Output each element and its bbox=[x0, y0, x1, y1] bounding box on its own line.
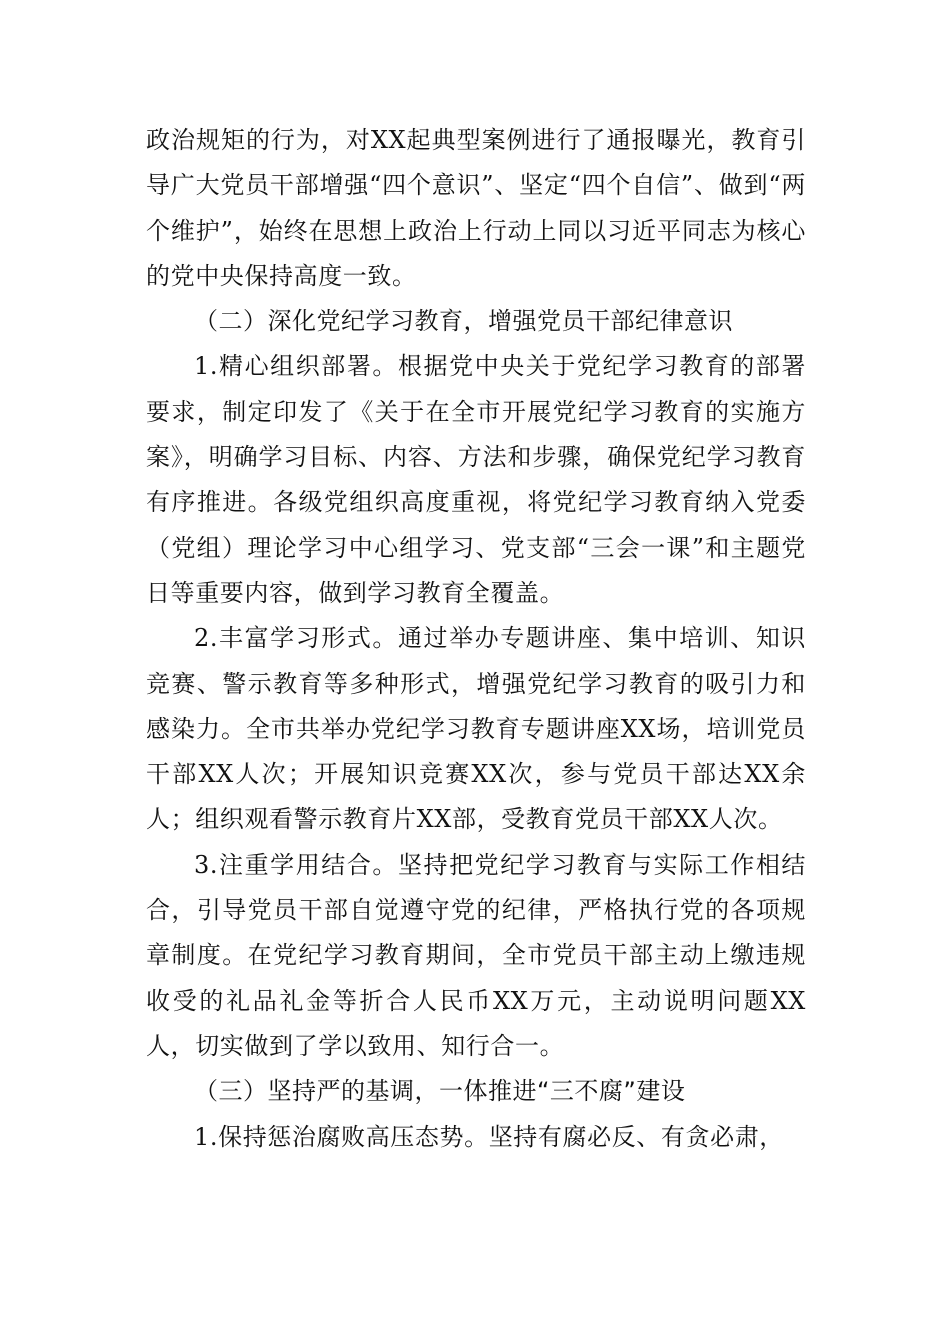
section-heading-2: （二）深化党纪学习教育，增强党员干部纪律意识 bbox=[194, 307, 733, 336]
paragraph-anti-corruption: 1.保持惩治腐败高压态势。坚持有腐必反、有贪必肃， bbox=[194, 1122, 784, 1151]
paragraph-learn-and-apply: 3.注重学用结合。坚持把党纪学习教育与实际工作相结合，引导党员干部自觉遵守党的纪律，严格执行党的各项规章制度。在党纪学习教育期间，全市党员干部主动上缴违规收受的礼品礼金等折合人民币XX万元，主动说明问题XX人，切实做到了学以致用、知行合一。 bbox=[146, 850, 806, 1060]
paragraph-continuation: 政治规矩的行为，对XX起典型案例进行了通报曝光，教育引导广大党员干部增强“四个意识”、坚定“四个自信”、做到“两个维护”，始终在思想上政治上行动上同以习近平同志为核心的党中央保持高度一致。 bbox=[146, 126, 806, 290]
paragraph-organize-deployment: 1.精心组织部署。根据党中央关于党纪学习教育的部署要求，制定印发了《关于在全市开展党纪学习教育的实施方案》，明确学习目标、内容、方法和步骤，确保党纪学习教育有序推进。各级党组织高度重视，将党纪学习教育纳入党委（党组）理论学习中心组学习、党支部“三会一课”和主题党日等重要内容，做到学习教育全覆盖。 bbox=[146, 352, 806, 607]
section-heading-3: （三）坚持严的基调，一体推进“三不腐”建设 bbox=[194, 1077, 686, 1106]
document-body bbox=[146, 118, 806, 1160]
paragraph-learning-forms: 2.丰富学习形式。通过举办专题讲座、集中培训、知识竞赛、警示教育等多种形式，增强党纪学习教育的吸引力和感染力。全市共举办党纪学习教育专题讲座XX场，培训党员干部XX人次；开展知识竞赛XX次，参与党员干部达XX余人；组织观看警示教育片XX部，受教育党员干部XX人次。 bbox=[146, 624, 806, 834]
